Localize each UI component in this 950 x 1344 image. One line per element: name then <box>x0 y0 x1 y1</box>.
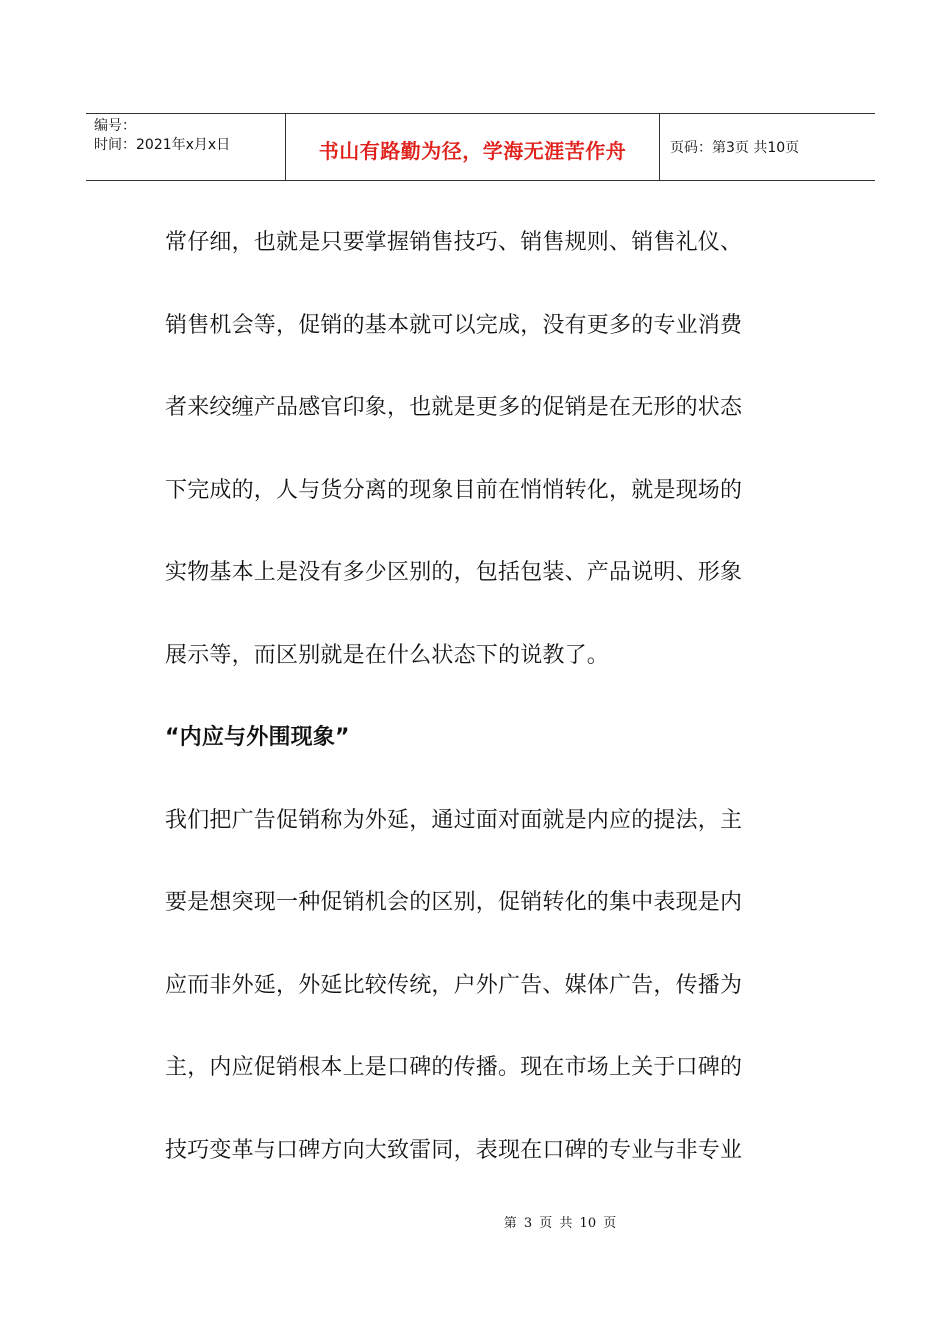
body-line: 下完成的，人与货分离的现象目前在悄悄转化，就是现场的 <box>165 477 743 503</box>
header-motto-cell <box>286 114 660 180</box>
body-line: 销售机会等，促销的基本就可以完成，没有更多的专业消费 <box>165 312 743 338</box>
document-time-label: 时间：2021年x月x日 <box>94 137 231 153</box>
body-line: 常仔细，也就是只要掌握销售技巧、销售规则、销售礼仪、 <box>165 230 743 255</box>
page-footer <box>0 1212 950 1231</box>
header-motto: 书山有路勤为径，学海无涯苦作舟 <box>318 138 627 163</box>
header-page-number: 页码：第3页 共10页 <box>670 140 800 156</box>
body-line: 应而非外延，外延比较传统，户外广告、媒体广告，传播为 <box>165 972 743 998</box>
body-line: 我们把广告促销称为外延，通过面对面就是内应的提法，主 <box>165 807 743 833</box>
document-number-label: 编号： <box>94 118 136 134</box>
body-line: 主，内应促销根本上是口碑的传播。现在市场上关于口碑的 <box>165 1055 743 1080</box>
body-line: 展示等，而区别就是在什么状态下的说教了。 <box>165 642 610 668</box>
section-heading: “内应与外围现象” <box>165 725 350 750</box>
body-line: 者来绞缠产品感官印象，也就是更多的促销是在无形的状态 <box>165 395 743 420</box>
document-body <box>165 210 790 1200</box>
header-info-cell <box>86 114 286 180</box>
header-page-cell <box>660 114 875 180</box>
document-header <box>86 113 875 181</box>
body-line: 技巧变革与口碑方向大致雷同，表现在口碑的专业与非专业 <box>165 1137 743 1163</box>
body-line: 要是想突现一种促销机会的区别，促销转化的集中表现是内 <box>165 890 743 915</box>
footer-page-number: 第 3 页 共 10 页 <box>503 1216 617 1231</box>
body-line: 实物基本上是没有多少区别的，包括包装、产品说明、形象 <box>165 560 743 585</box>
